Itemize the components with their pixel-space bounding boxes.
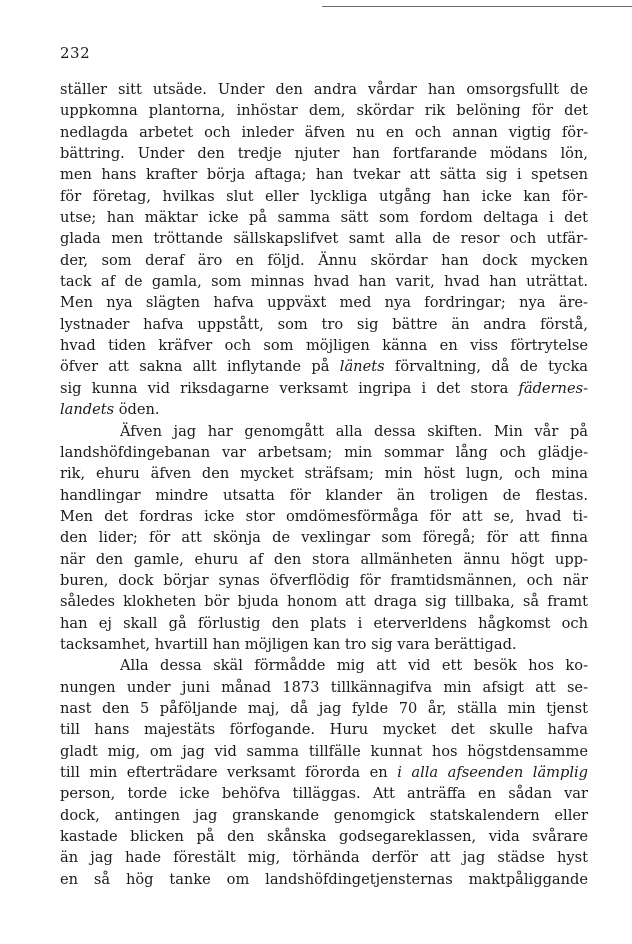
text-line (60, 783, 588, 804)
text-line-plain: sig kunna vid riksdagarne verksamt ingripa i det stora (60, 379, 519, 397)
text-line-plain-after: öden. (114, 401, 160, 419)
text-line-plain: en så hög tanke om landshöfdingetjensternas maktpåliggande (60, 870, 588, 888)
text-line (60, 506, 588, 527)
text-line (60, 378, 588, 399)
text-line (60, 826, 588, 847)
text-line-plain: Äfven jag har genomgått alla dessa skiften. Min vår på (120, 422, 588, 440)
text-line (60, 869, 588, 890)
text-line-plain: utse; han mäktar icke på samma sätt som fordom deltaga i det (60, 209, 588, 227)
text-line-plain: tack af de gamla, som minnas hvad han varit, hvad han uträttat. (60, 273, 588, 291)
text-line-plain: för företag, hvilkas slut eller lyckliga utgång han icke kan för- (60, 187, 588, 205)
text-line (60, 250, 588, 271)
text-line (60, 698, 588, 719)
text-line-emphasis: i alla afseenden lämplig (397, 764, 589, 781)
text-line-plain: tacksamhet, hvartill han möjligen kan tro sig vara berättigad. (60, 635, 517, 653)
text-line-plain: kastade blicken på den skånska godsegareklassen, vida svårare (60, 828, 588, 846)
text-line-plain: rik, ehuru äfven den mycket sträfsam; min höst lugn, och mina (60, 465, 588, 483)
text-line-plain: gladt mig, om jag vid samma tillfälle kunnat hos högstdensamme (60, 742, 588, 760)
body-text (60, 79, 588, 890)
text-line-plain: buren, dock börjar synas öfverflödig för framtidsmännen, och när (60, 571, 588, 589)
text-line-plain: handlingar mindre utsatta för klander än troligen de flestas. (60, 486, 588, 504)
text-line (60, 335, 588, 356)
text-line (60, 677, 588, 698)
text-line (60, 271, 588, 292)
text-line (60, 591, 588, 612)
text-line (60, 442, 588, 463)
text-line-emphasis: landets (60, 401, 115, 419)
text-line (60, 741, 588, 762)
text-line-plain: till hans majestäts förfogande. Huru mycket det skulle hafva (60, 721, 588, 739)
text-line-emphasis: länets (339, 358, 385, 376)
text-line-plain: Men nya slägten hafva uppväxt med nya fordringar; nya äre- (60, 294, 588, 312)
text-line-emphasis: fädernes- (518, 379, 588, 397)
text-line-plain: Men det fordras icke stor omdömesförmåga för att se, hvad ti- (60, 507, 588, 525)
text-line (60, 847, 588, 868)
text-line-plain: hvad tiden kräfver och som möjligen känna en viss förtrytelse (60, 337, 588, 355)
text-line-plain: bättring. Under den tredje njuter han fortfarande mödans lön, (60, 145, 588, 163)
text-line-plain: nast den 5 påföljande maj, då jag fylde 70 år, ställa min tjenst (60, 699, 588, 717)
text-line (60, 292, 588, 313)
text-line (60, 314, 588, 335)
text-line (60, 549, 588, 570)
text-line (60, 122, 588, 143)
text-line-plain: lystnader hafva uppstått, som tro sig bättre än andra förstå, (60, 315, 588, 333)
text-line (60, 613, 588, 634)
text-line (60, 399, 588, 420)
text-line-plain: nedlagda arbetet och inleder äfven nu en och annan vigtig för- (60, 123, 588, 141)
text-line (60, 762, 588, 783)
text-line (60, 100, 588, 121)
text-line (60, 143, 588, 164)
page-number: 232 (60, 44, 91, 62)
text-line-plain: der, som deraf äro en följd. Ännu skördar han dock mycken (60, 251, 588, 269)
text-line (60, 570, 588, 591)
text-line-plain: således klokheten bör bjuda honom att draga sig tillbaka, så framt (60, 593, 588, 611)
text-line (60, 207, 588, 228)
text-line (60, 634, 588, 655)
text-line-plain: han ej skall gå förlustig den plats i eterverldens hågkomst och (60, 614, 588, 632)
text-line-plain: till min efterträdare verksamt förorda en (60, 764, 398, 781)
text-line (60, 228, 588, 249)
text-line (60, 719, 588, 740)
text-line (60, 164, 588, 185)
text-line-plain: ställer sitt utsäde. Under den andra vårdar han omsorgsfullt de (60, 81, 588, 98)
text-line-plain: glada men tröttande sällskapslifvet samt alla de resor och utfär- (60, 230, 588, 248)
top-rule (322, 6, 632, 7)
text-line-plain: den lider; för att skönja de vexlingar som föregå; för att finna (60, 529, 588, 547)
text-line (60, 79, 588, 100)
text-line-plain: Alla dessa skäl förmådde mig att vid ett besök hos ko- (120, 657, 588, 675)
text-line-plain: nungen under juni månad 1873 tillkännagifva min afsigt att se- (60, 678, 588, 696)
text-line (60, 527, 588, 548)
text-line (60, 356, 588, 377)
text-line (60, 421, 588, 442)
text-line-plain: öfver att sakna allt inflytande på (60, 358, 340, 376)
text-line-plain-after: förvaltning, då de tycka (384, 358, 588, 376)
text-line-plain: landshöfdingebanan var arbetsam; min sommar lång och glädje- (60, 443, 588, 461)
text-line-plain: person, torde icke behöfva tilläggas. Att anträffa en sådan var (60, 785, 588, 803)
text-line-plain: dock, antingen jag granskande genomgick statskalendern eller (60, 806, 588, 824)
text-line-plain: än jag hade förestält mig, törhända derför att jag städse hyst (60, 849, 588, 867)
text-line (60, 186, 588, 207)
text-line-plain: men hans krafter börja aftaga; han tvekar att sätta sig i spetsen (60, 166, 588, 184)
text-line-plain: uppkomna plantorna, inhöstar dem, skördar rik belöning för det (60, 102, 588, 120)
text-line (60, 805, 588, 826)
text-line-plain: när den gamle, ehuru af den stora allmänheten ännu högt upp- (60, 550, 588, 568)
text-line (60, 463, 588, 484)
text-line (60, 655, 588, 676)
text-line (60, 485, 588, 506)
